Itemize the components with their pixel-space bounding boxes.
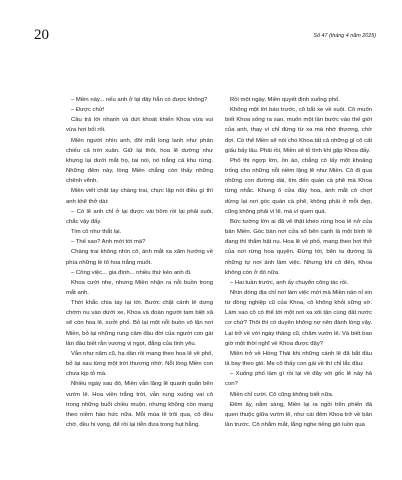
paragraph: – Miền này... nếu anh ở lại đây hẳn có được không? [71,97,208,103]
paragraph: Chàng trai không nhìn cô, ánh mắt xa xăm hướng về phía những lề tổ hoa trắng muốt. [66,249,213,266]
paragraph: Khoa cười nhẹ, nhưng Miền nhận ra nỗi buồn trong mắt anh. [66,279,213,296]
issue-label: Số 47 (tháng 4 năm 2025) [313,33,376,39]
text-column-left [66,95,213,430]
paragraph: Bức tường lớn ai đã vẽ thật khéo rừng hoa lê nở của bản Miền. Góc bàn nơi cửa sổ bên cạnh là một bình lê đang thì thắm bật nụ. Hoa lê về phố, mang theo hơi thở của nơi rừng hoa quyện. Đứng tới, bên ta đường là những tự nơi ánh làm việc. Nhưng khi cô đến, Khoa không còn ở đó nữa. [225,218,372,276]
paragraph: Rồi một ngày, Miền quyết định xuống phố. [230,97,340,103]
paragraph: – Hai tuần trước, anh ấy chuyển công tác rồi. [230,279,349,286]
page-number: 20 [34,27,49,43]
paragraph: – Công việc... gia đình... nhiều thứ kéo anh đi. [71,269,192,276]
paragraph: – Có lẽ anh chỉ ở lại được vài hôm rồi lại phải xuôi, chắc vậy đấy. [66,208,213,225]
paragraph: Miền chỉ cười. Cô cũng không biết nữa. [230,391,334,398]
paragraph: Nhiều ngày sau đó, Miền vẫn lặng lẽ quanh quẩn bên vườn lê. Hoa viền trắng trời, vẫn rung xuống vai cô trong những buổi chiều muộn, nhưng không còn mang theo niềm háo hức nữa. Mỗi mùa lê trôi qua, cô đều chờ, đều hi vọng, để rồi lại tiễn đưa trong hụt hẫng. [66,381,213,428]
paragraph: Nhìn dòng địa chỉ nơi làm việc mới mà Miền nán nỉ xin từ đồng nghiệp cũ của Khoa, cô không khỏi sững sờ. Làm sao cô có thể tới một nơi xa xôi tận cùng đất nước cơ chứ? Thôi thì có duyên không nợ nên đành lòng vậy. Lại trở về với ngày tháng cũ, chăm vườn lê. Và biết bao giờ một thời nghĩ về Khoa được đây? [225,289,372,347]
paragraph: Không một lời báo trước, cô bắt xe về xuôi. Cô muốn biết Khoa sống ra sao, muốn một lần bước vào thế giới của anh, thay vì chỉ đứng từ xa mà nhớ thương, chờ đợi. Có thể Miền sẽ nói cho Khoa tất cả những gì cô cất giấu bấy lâu. Phải rồi, Miền sẽ tỏ tình khi gặp Khoa đấy. [225,107,372,154]
paragraph: Tim cô như thắt lại. [71,229,122,236]
paragraph: Thời khắc chia tay lại tới. Bước chặt cánh lê dưng chờm nu vào dưới xe, Khoa và đoàn người tam biệt xã sẽ còn hoa lê, xưởi phố. Bỏ lại một nỗi buồn vô lặn nơi Miền, bỏ lại những rung cảm đầu đời của người con gái lần đầu biết rằn vương vị ngọt, đắng của tình yêu. [66,300,213,347]
paragraph: Câu trả lời nhanh và dứt khoát khiến Khoa vừa vui vừa hơi bối rối. [66,117,213,134]
paragraph: – Thế sao? Anh mới tới mà? [71,239,146,246]
paragraph: Phố thị ngợp lớn, ồn ào, chẳng có lấy một khoảng trống cho những nỗi niềm lặng lẽ như Miền. Cô đi qua những con đường dài, tìm đến quán cà phê mà Khoa từng nhắc. Khung ô cửa đầy hoa, ánh mắt cô chợt dừng lại nơi góc quán cà phê, không phải ở mỗi đẹp, cũng không phải vì lê, mà vì quen quá. [225,157,372,215]
paragraph: – Được chứ! [71,107,105,114]
paragraph: Đêm ấy, nằm sàng, Miền lại ra ngồi trên phiến đá quen thuộc giữa vườn lê, như cái đêm Khoa trở về bản lần trước. Cô nhắm mắt, lắng nghe tiếng gió luồn qua [225,401,372,428]
paragraph: – Xuống phố làm gì rồi lại về đây với gốc lê này hả con? [225,371,372,388]
paragraph: Miền viết chặt tay chàng trai, chực lặp nói điều gì thì anh khẽ thở dài: [66,188,213,205]
paragraph: Miền người nhìn anh, đôi mắt long lanh như phản chiếu cả trời xuân. Giữ lại thôi, hoa lê dường như khựng lại dưới mắt họ, tai nói, nó trắng cả khu rừng. Những đêm này, lòng Miền chẳng còn thấy những chênh vênh. [66,137,213,185]
paragraph: Miền trở về Hồng Thái khi những cánh lê đã bắt đầu lả bay theo gió. Mẹ cô thấy con gái về thì chỉ lắc đầu: [225,350,372,368]
text-column-right [225,95,372,430]
paragraph: Vẫn như năm cũ, hạ dần rồi mang theo hoa lê về phố, bỏ lại sau từng một trời thương nhớ. Nỗi lòng Miền con chưa kịp tỏ mà. [66,350,213,378]
